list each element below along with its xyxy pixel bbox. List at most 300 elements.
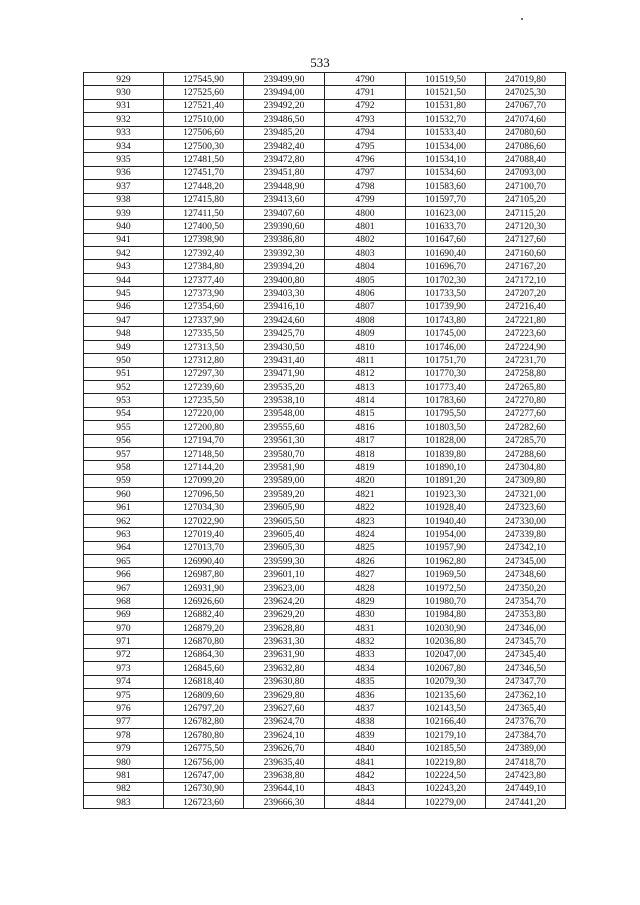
table-cell-point-number: 937	[84, 180, 164, 193]
table-cell-y-coordinate: 239394,20	[244, 260, 325, 273]
table-cell-point-number: 4839	[325, 729, 406, 742]
table-cell-y-coordinate: 239666,30	[244, 796, 325, 809]
table-cell-point-number: 4829	[325, 595, 406, 608]
table-row	[84, 273, 566, 286]
table-row	[84, 99, 566, 112]
table-row	[84, 220, 566, 233]
table-cell-x-coordinate: 127392,40	[164, 247, 244, 260]
table-cell-x-coordinate: 101962,80	[406, 555, 486, 568]
table-cell-point-number: 979	[84, 742, 164, 755]
table-cell-point-number: 944	[84, 273, 164, 286]
table-row	[84, 688, 566, 701]
table-cell-x-coordinate: 126870,80	[164, 635, 244, 648]
table-cell-x-coordinate: 101891,20	[406, 474, 486, 487]
table-cell-y-coordinate: 247115,20	[486, 206, 566, 219]
table-cell-y-coordinate: 247221,80	[486, 314, 566, 327]
table-cell-x-coordinate: 101773,40	[406, 380, 486, 393]
table-cell-y-coordinate: 239424,60	[244, 314, 325, 327]
table-row	[84, 501, 566, 514]
table-cell-x-coordinate: 126723,60	[164, 796, 244, 809]
table-cell-x-coordinate: 101696,70	[406, 260, 486, 273]
table-cell-y-coordinate: 239416,10	[244, 300, 325, 313]
table-cell-y-coordinate: 239548,00	[244, 407, 325, 420]
table-cell-point-number: 4814	[325, 394, 406, 407]
table-cell-x-coordinate: 101972,50	[406, 581, 486, 594]
table-cell-x-coordinate: 101940,40	[406, 514, 486, 527]
table-row	[84, 648, 566, 661]
table-cell-x-coordinate: 127377,40	[164, 273, 244, 286]
table-cell-y-coordinate: 239605,90	[244, 501, 325, 514]
table-cell-x-coordinate: 126990,40	[164, 555, 244, 568]
table-cell-y-coordinate: 247418,70	[486, 755, 566, 768]
table-row	[84, 514, 566, 527]
table-cell-point-number: 4832	[325, 635, 406, 648]
table-cell-point-number: 4844	[325, 796, 406, 809]
table-row	[84, 541, 566, 554]
table-cell-point-number: 4820	[325, 474, 406, 487]
table-cell-x-coordinate: 101533,40	[406, 126, 486, 139]
table-cell-x-coordinate: 127415,80	[164, 193, 244, 206]
table-cell-y-coordinate: 247277,60	[486, 407, 566, 420]
table-cell-y-coordinate: 247353,80	[486, 608, 566, 621]
table-row	[84, 528, 566, 541]
table-row	[84, 447, 566, 460]
table-cell-x-coordinate: 102079,30	[406, 675, 486, 688]
table-cell-point-number: 949	[84, 340, 164, 353]
table-cell-x-coordinate: 102224,50	[406, 769, 486, 782]
table-row	[84, 206, 566, 219]
table-cell-y-coordinate: 247304,80	[486, 461, 566, 474]
table-cell-x-coordinate: 127521,40	[164, 99, 244, 112]
table-cell-x-coordinate: 101623,00	[406, 206, 486, 219]
table-cell-point-number: 4842	[325, 769, 406, 782]
table-cell-x-coordinate: 127335,50	[164, 327, 244, 340]
table-cell-x-coordinate: 102067,80	[406, 662, 486, 675]
table-cell-point-number: 4812	[325, 367, 406, 380]
table-cell-point-number: 4796	[325, 153, 406, 166]
table-cell-point-number: 4813	[325, 380, 406, 393]
table-cell-y-coordinate: 239635,40	[244, 755, 325, 768]
table-cell-x-coordinate: 101531,80	[406, 99, 486, 112]
table-cell-x-coordinate: 102219,80	[406, 755, 486, 768]
table-cell-y-coordinate: 239631,90	[244, 648, 325, 661]
table-cell-y-coordinate: 247216,40	[486, 300, 566, 313]
table-cell-y-coordinate: 247330,00	[486, 514, 566, 527]
table-cell-x-coordinate: 101702,30	[406, 273, 486, 286]
table-cell-point-number: 4790	[325, 73, 406, 86]
table-cell-point-number: 968	[84, 595, 164, 608]
table-cell-point-number: 945	[84, 287, 164, 300]
table-cell-x-coordinate: 101839,80	[406, 447, 486, 460]
table-cell-point-number: 4801	[325, 220, 406, 233]
table-cell-y-coordinate: 247223,60	[486, 327, 566, 340]
table-cell-y-coordinate: 247345,40	[486, 648, 566, 661]
table-cell-x-coordinate: 101647,60	[406, 233, 486, 246]
table-cell-point-number: 4800	[325, 206, 406, 219]
table-cell-y-coordinate: 247282,60	[486, 421, 566, 434]
table-cell-x-coordinate: 101795,50	[406, 407, 486, 420]
table-cell-x-coordinate: 101743,80	[406, 314, 486, 327]
table-cell-y-coordinate: 247120,30	[486, 220, 566, 233]
table-cell-point-number: 936	[84, 166, 164, 179]
table-cell-point-number: 938	[84, 193, 164, 206]
table-cell-point-number: 4806	[325, 287, 406, 300]
table-cell-y-coordinate: 247172,10	[486, 273, 566, 286]
table-cell-x-coordinate: 102143,50	[406, 702, 486, 715]
table-row	[84, 340, 566, 353]
table-cell-y-coordinate: 247207,20	[486, 287, 566, 300]
table-cell-point-number: 4819	[325, 461, 406, 474]
table-cell-x-coordinate: 127148,50	[164, 447, 244, 460]
table-cell-x-coordinate: 127400,50	[164, 220, 244, 233]
table-cell-x-coordinate: 127506,60	[164, 126, 244, 139]
table-row	[84, 73, 566, 86]
table-cell-point-number: 4799	[325, 193, 406, 206]
table-cell-x-coordinate: 127525,60	[164, 86, 244, 99]
table-cell-y-coordinate: 247365,40	[486, 702, 566, 715]
table-cell-point-number: 976	[84, 702, 164, 715]
table-row	[84, 247, 566, 260]
table-row	[84, 287, 566, 300]
table-cell-x-coordinate: 126756,00	[164, 755, 244, 768]
table-row	[84, 568, 566, 581]
table-cell-point-number: 963	[84, 528, 164, 541]
table-cell-x-coordinate: 101954,00	[406, 528, 486, 541]
table-row	[84, 113, 566, 126]
table-cell-y-coordinate: 239644,10	[244, 782, 325, 795]
table-row	[84, 729, 566, 742]
table-cell-y-coordinate: 247285,70	[486, 434, 566, 447]
table-cell-y-coordinate: 239386,80	[244, 233, 325, 246]
table-cell-x-coordinate: 101733,50	[406, 287, 486, 300]
table-cell-y-coordinate: 247376,70	[486, 715, 566, 728]
table-row	[84, 675, 566, 688]
table-cell-x-coordinate: 101828,00	[406, 434, 486, 447]
table-cell-x-coordinate: 101928,40	[406, 501, 486, 514]
table-row	[84, 474, 566, 487]
table-cell-x-coordinate: 127239,60	[164, 380, 244, 393]
table-cell-x-coordinate: 127411,50	[164, 206, 244, 219]
table-cell-point-number: 4810	[325, 340, 406, 353]
table-row	[84, 742, 566, 755]
table-cell-y-coordinate: 239627,60	[244, 702, 325, 715]
table-cell-point-number: 957	[84, 447, 164, 460]
table-cell-y-coordinate: 247347,70	[486, 675, 566, 688]
table-cell-point-number: 4836	[325, 688, 406, 701]
table-cell-x-coordinate: 101969,50	[406, 568, 486, 581]
table-cell-x-coordinate: 126931,90	[164, 581, 244, 594]
table-cell-point-number: 961	[84, 501, 164, 514]
table-row	[84, 126, 566, 139]
table-cell-point-number: 4794	[325, 126, 406, 139]
table-cell-y-coordinate: 247080,60	[486, 126, 566, 139]
table-cell-x-coordinate: 127398,90	[164, 233, 244, 246]
table-cell-point-number: 951	[84, 367, 164, 380]
table-cell-y-coordinate: 239628,80	[244, 622, 325, 635]
table-cell-x-coordinate: 102279,00	[406, 796, 486, 809]
table-cell-x-coordinate: 127297,30	[164, 367, 244, 380]
table-cell-y-coordinate: 239538,10	[244, 394, 325, 407]
table-row	[84, 622, 566, 635]
table-cell-y-coordinate: 247086,60	[486, 139, 566, 152]
table-cell-point-number: 943	[84, 260, 164, 273]
table-cell-point-number: 4803	[325, 247, 406, 260]
table-cell-point-number: 929	[84, 73, 164, 86]
table-row	[84, 86, 566, 99]
table-cell-point-number: 4809	[325, 327, 406, 340]
table-cell-point-number: 975	[84, 688, 164, 701]
table-row	[84, 434, 566, 447]
table-row	[84, 153, 566, 166]
table-cell-x-coordinate: 102135,60	[406, 688, 486, 701]
table-cell-x-coordinate: 127354,60	[164, 300, 244, 313]
table-cell-x-coordinate: 101532,70	[406, 113, 486, 126]
table-cell-x-coordinate: 126845,60	[164, 662, 244, 675]
table-cell-y-coordinate: 239425,70	[244, 327, 325, 340]
table-cell-point-number: 4795	[325, 139, 406, 152]
table-cell-x-coordinate: 102030,90	[406, 622, 486, 635]
table-cell-x-coordinate: 127013,70	[164, 541, 244, 554]
table-cell-y-coordinate: 239400,80	[244, 273, 325, 286]
page-number: 533	[310, 55, 330, 70]
table-cell-point-number: 940	[84, 220, 164, 233]
table-cell-y-coordinate: 247346,00	[486, 622, 566, 635]
table-cell-point-number: 4807	[325, 300, 406, 313]
table-cell-x-coordinate: 101690,40	[406, 247, 486, 260]
table-cell-y-coordinate: 247345,00	[486, 555, 566, 568]
table-cell-y-coordinate: 247258,80	[486, 367, 566, 380]
table-cell-point-number: 4827	[325, 568, 406, 581]
table-row	[84, 755, 566, 768]
table-cell-x-coordinate: 101745,00	[406, 327, 486, 340]
table-cell-x-coordinate: 127096,50	[164, 488, 244, 501]
table-cell-point-number: 965	[84, 555, 164, 568]
table-row	[84, 407, 566, 420]
table-row	[84, 782, 566, 795]
table-cell-y-coordinate: 239472,80	[244, 153, 325, 166]
table-cell-x-coordinate: 102185,50	[406, 742, 486, 755]
table-cell-point-number: 969	[84, 608, 164, 621]
table-cell-y-coordinate: 247160,60	[486, 247, 566, 260]
table-cell-x-coordinate: 102166,40	[406, 715, 486, 728]
table-cell-point-number: 4838	[325, 715, 406, 728]
table-cell-x-coordinate: 101770,30	[406, 367, 486, 380]
table-cell-y-coordinate: 239407,60	[244, 206, 325, 219]
table-row	[84, 595, 566, 608]
table-cell-point-number: 931	[84, 99, 164, 112]
table-cell-x-coordinate: 126747,00	[164, 769, 244, 782]
table-cell-x-coordinate: 127384,80	[164, 260, 244, 273]
table-cell-point-number: 971	[84, 635, 164, 648]
table-cell-x-coordinate: 101803,50	[406, 421, 486, 434]
table-cell-x-coordinate: 126780,80	[164, 729, 244, 742]
table-cell-x-coordinate: 127313,50	[164, 340, 244, 353]
table-cell-x-coordinate: 127019,40	[164, 528, 244, 541]
table-cell-x-coordinate: 127448,20	[164, 180, 244, 193]
table-cell-y-coordinate: 239392,30	[244, 247, 325, 260]
table-cell-y-coordinate: 247100,70	[486, 180, 566, 193]
table-row	[84, 233, 566, 246]
table-cell-y-coordinate: 239599,30	[244, 555, 325, 568]
table-cell-x-coordinate: 126797,20	[164, 702, 244, 715]
table-cell-point-number: 4791	[325, 86, 406, 99]
table-row	[84, 715, 566, 728]
table-cell-y-coordinate: 239632,80	[244, 662, 325, 675]
table-cell-x-coordinate: 102179,10	[406, 729, 486, 742]
table-cell-x-coordinate: 127510,00	[164, 113, 244, 126]
table-cell-y-coordinate: 247346,50	[486, 662, 566, 675]
table-cell-y-coordinate: 247389,00	[486, 742, 566, 755]
table-cell-x-coordinate: 101519,50	[406, 73, 486, 86]
table-cell-x-coordinate: 127373,90	[164, 287, 244, 300]
table-row	[84, 166, 566, 179]
table-cell-y-coordinate: 239629,20	[244, 608, 325, 621]
table-cell-x-coordinate: 101534,10	[406, 153, 486, 166]
table-row	[84, 488, 566, 501]
table-cell-y-coordinate: 239589,00	[244, 474, 325, 487]
table-cell-y-coordinate: 239555,60	[244, 421, 325, 434]
table-cell-x-coordinate: 101783,60	[406, 394, 486, 407]
table-cell-y-coordinate: 239589,20	[244, 488, 325, 501]
table-cell-x-coordinate: 127220,00	[164, 407, 244, 420]
table-cell-x-coordinate: 127200,80	[164, 421, 244, 434]
table-cell-point-number: 4825	[325, 541, 406, 554]
table-cell-point-number: 981	[84, 769, 164, 782]
table-cell-point-number: 974	[84, 675, 164, 688]
table-cell-y-coordinate: 247321,00	[486, 488, 566, 501]
table-row	[84, 193, 566, 206]
table-cell-x-coordinate: 102036,80	[406, 635, 486, 648]
table-cell-y-coordinate: 239482,40	[244, 139, 325, 152]
table-cell-point-number: 4792	[325, 99, 406, 112]
table-cell-x-coordinate: 126809,60	[164, 688, 244, 701]
table-row	[84, 635, 566, 648]
table-cell-point-number: 4815	[325, 407, 406, 420]
table-row	[84, 380, 566, 393]
table-cell-x-coordinate: 126926,60	[164, 595, 244, 608]
table-cell-point-number: 4835	[325, 675, 406, 688]
table-cell-y-coordinate: 239630,80	[244, 675, 325, 688]
table-cell-x-coordinate: 101923,30	[406, 488, 486, 501]
table-cell-y-coordinate: 239486,50	[244, 113, 325, 126]
coordinates-table-body	[84, 73, 566, 809]
table-cell-y-coordinate: 247019,80	[486, 73, 566, 86]
table-row	[84, 139, 566, 152]
table-cell-point-number: 4804	[325, 260, 406, 273]
table-cell-x-coordinate: 126882,40	[164, 608, 244, 621]
table-cell-x-coordinate: 102047,00	[406, 648, 486, 661]
table-cell-point-number: 4802	[325, 233, 406, 246]
table-cell-y-coordinate: 247093,00	[486, 166, 566, 179]
table-cell-y-coordinate: 239629,80	[244, 688, 325, 701]
table-cell-point-number: 950	[84, 354, 164, 367]
table-row	[84, 394, 566, 407]
table-cell-point-number: 983	[84, 796, 164, 809]
table-row	[84, 354, 566, 367]
table-row	[84, 461, 566, 474]
table-cell-point-number: 4828	[325, 581, 406, 594]
table-cell-point-number: 954	[84, 407, 164, 420]
table-cell-y-coordinate: 239413,60	[244, 193, 325, 206]
table-cell-y-coordinate: 247384,70	[486, 729, 566, 742]
table-cell-x-coordinate: 126879,20	[164, 622, 244, 635]
table-cell-x-coordinate: 101957,90	[406, 541, 486, 554]
table-cell-x-coordinate: 101583,60	[406, 180, 486, 193]
table-cell-y-coordinate: 247127,60	[486, 233, 566, 246]
table-cell-point-number: 4823	[325, 514, 406, 527]
table-cell-point-number: 939	[84, 206, 164, 219]
table-cell-point-number: 953	[84, 394, 164, 407]
table-row	[84, 300, 566, 313]
table-cell-x-coordinate: 101890,10	[406, 461, 486, 474]
table-cell-x-coordinate: 127144,20	[164, 461, 244, 474]
table-cell-point-number: 4840	[325, 742, 406, 755]
table-cell-x-coordinate: 127481,50	[164, 153, 244, 166]
table-cell-y-coordinate: 247105,20	[486, 193, 566, 206]
table-cell-x-coordinate: 101534,00	[406, 139, 486, 152]
table-cell-point-number: 966	[84, 568, 164, 581]
table-cell-y-coordinate: 247288,60	[486, 447, 566, 460]
table-cell-y-coordinate: 239448,90	[244, 180, 325, 193]
table-cell-x-coordinate: 127337,90	[164, 314, 244, 327]
table-cell-point-number: 4833	[325, 648, 406, 661]
table-row	[84, 367, 566, 380]
table-cell-point-number: 4843	[325, 782, 406, 795]
table-cell-point-number: 935	[84, 153, 164, 166]
table-cell-point-number: 4816	[325, 421, 406, 434]
table-cell-y-coordinate: 239605,50	[244, 514, 325, 527]
table-cell-x-coordinate: 101746,00	[406, 340, 486, 353]
table-cell-y-coordinate: 239638,80	[244, 769, 325, 782]
table-cell-y-coordinate: 239626,70	[244, 742, 325, 755]
table-cell-y-coordinate: 239605,30	[244, 541, 325, 554]
table-cell-y-coordinate: 239494,00	[244, 86, 325, 99]
table-cell-y-coordinate: 247067,70	[486, 99, 566, 112]
table-cell-y-coordinate: 239624,10	[244, 729, 325, 742]
table-cell-y-coordinate: 247270,80	[486, 394, 566, 407]
table-cell-point-number: 946	[84, 300, 164, 313]
table-cell-point-number: 4824	[325, 528, 406, 541]
table-cell-y-coordinate: 239430,50	[244, 340, 325, 353]
table-cell-point-number: 964	[84, 541, 164, 554]
table-cell-point-number: 4805	[325, 273, 406, 286]
table-row	[84, 314, 566, 327]
table-row	[84, 180, 566, 193]
table-cell-x-coordinate: 127194,70	[164, 434, 244, 447]
table-cell-point-number: 4817	[325, 434, 406, 447]
table-cell-y-coordinate: 247441,20	[486, 796, 566, 809]
table-cell-y-coordinate: 247362,10	[486, 688, 566, 701]
table-cell-y-coordinate: 239561,30	[244, 434, 325, 447]
table-cell-x-coordinate: 127235,50	[164, 394, 244, 407]
table-cell-x-coordinate: 101633,70	[406, 220, 486, 233]
table-cell-point-number: 959	[84, 474, 164, 487]
table-cell-point-number: 948	[84, 327, 164, 340]
table-cell-y-coordinate: 247339,80	[486, 528, 566, 541]
table-cell-point-number: 970	[84, 622, 164, 635]
table-cell-point-number: 4826	[325, 555, 406, 568]
table-row	[84, 702, 566, 715]
table-cell-y-coordinate: 239390,60	[244, 220, 325, 233]
table-cell-point-number: 982	[84, 782, 164, 795]
table-cell-x-coordinate: 126782,80	[164, 715, 244, 728]
table-row	[84, 260, 566, 273]
table-cell-x-coordinate: 126987,80	[164, 568, 244, 581]
table-cell-point-number: 942	[84, 247, 164, 260]
table-cell-x-coordinate: 127022,90	[164, 514, 244, 527]
table-cell-point-number: 932	[84, 113, 164, 126]
table-cell-point-number: 977	[84, 715, 164, 728]
